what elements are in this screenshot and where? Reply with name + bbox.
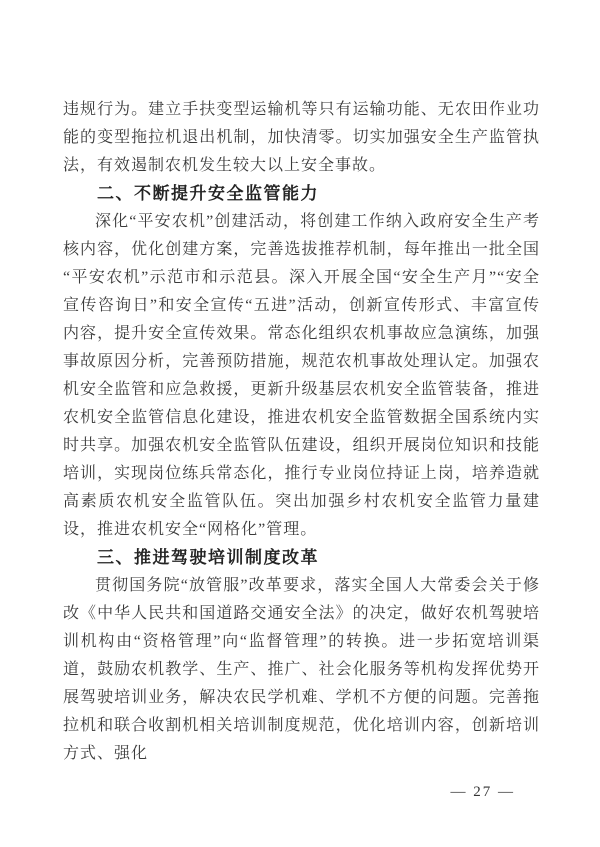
paragraph-safety-supervision: 深化“平安农机”创建活动，将创建工作纳入政府安全生产考核内容，优化创建方案，完善选拔推荐机制，每年推出一批全国“平安农机”示范市和示范县。深入开展全国“安全生产月”“安全宣传咨询日”和安全宣传“五进”活动，创新宣传形式、丰富宣传内容，提升安全宣传效果。常态化组织农机事故应急演练，加强事故原因分析，完善预防措施，规范农机事故处理认定。加强农机安全监管和应急救援，更新升级基层农机安全监管装备，推进农机安全监管信息化建设，推进农机安全监管数据全国系统内实时共享。加强农机安全监管队伍建设，组织开展岗位知识和技能培训，实现岗位练兵常态化，推行专业岗位持证上岗，培养造就高素质农机安全监管队伍。突出加强乡村农机安全监管力量建设，推进农机安全“网格化”管理。 [63,213,540,538]
section-heading-2-supervision-capability: 二、不断提升安全监管能力 [97,184,319,203]
paragraph-driver-training: 贯彻国务院“放管服”改革要求，落实全国人大常委会关于修改《中华人民共和国道路交通安全法》的决定，做好农机驾驶培训机构由“资格管理”向“监督管理”的转换。进一步拓宽培训渠道，鼓励农机教学、生产、推广、社会化服务等机构发挥优势开展驾驶培训业务，解决农民学机难、学机不方便的问题。完善拖拉机和联合收割机相关培训制度规范，优化培训内容，创新培训方式、强化 [63,577,540,762]
document-content [63,96,540,802]
section-heading-3-driver-training-reform: 三、推进驾驶培训制度改革 [97,548,319,567]
paragraph-continuation-safety-enforcement: 违规行为。建立手扶变型运输机等只有运输功能、无农田作业功能的变型拖拉机退出机制，加快清零。切实加强安全生产监管执法，有效遏制农机发生较大以上安全事故。 [63,101,540,174]
page-number: — 27 — [450,784,515,800]
